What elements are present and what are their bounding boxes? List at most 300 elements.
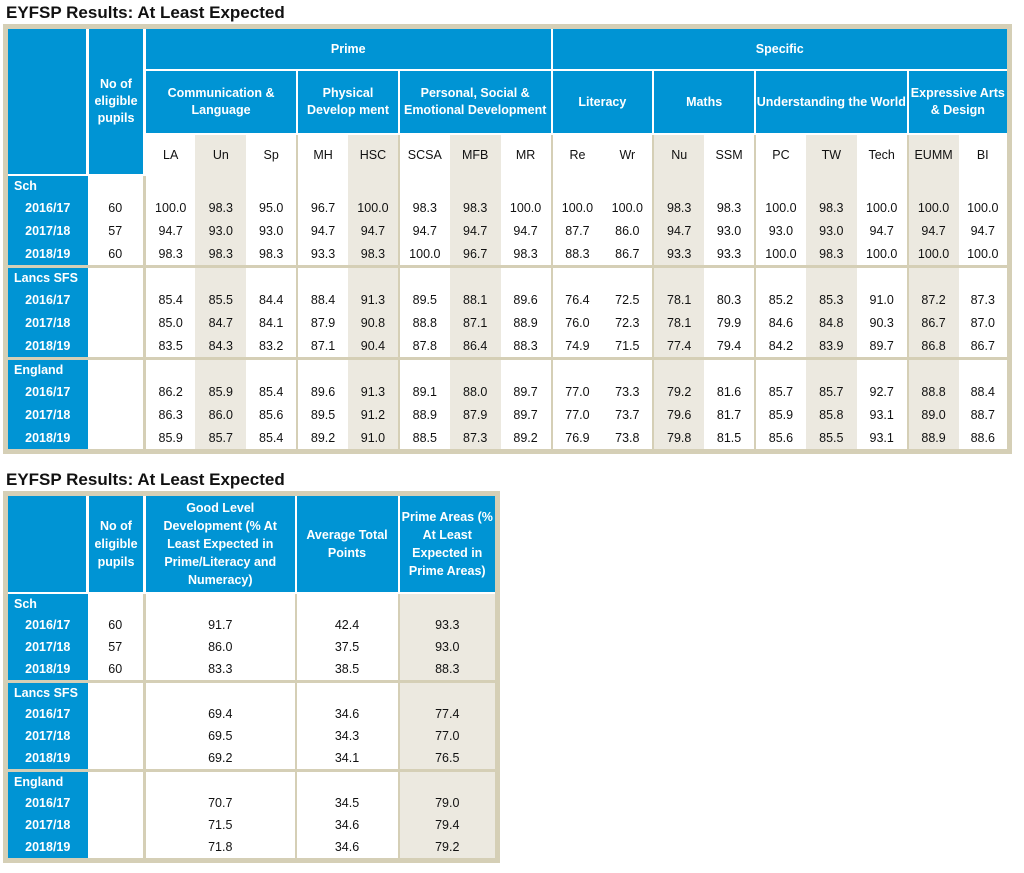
empty-cell [857, 267, 908, 289]
value-cell: 98.3 [501, 242, 552, 267]
empty-cell [296, 771, 399, 793]
empty-cell [501, 359, 552, 381]
value-cell: 90.4 [348, 334, 399, 359]
empty-cell [704, 267, 755, 289]
value-cell: 88.9 [399, 403, 450, 426]
value-cell: 85.8 [806, 403, 857, 426]
value-cell: 100.0 [348, 196, 399, 219]
empty-cell [806, 267, 857, 289]
sub-header: Un [195, 134, 246, 175]
value-cell: 85.3 [806, 288, 857, 311]
value-cell: 34.3 [296, 725, 399, 747]
sub-header: Re [552, 134, 603, 175]
value-cell: 100.0 [399, 242, 450, 267]
table1-title: EYFSP Results: At Least Expected [6, 3, 285, 22]
value-cell: 89.7 [501, 403, 552, 426]
pupils-cell [88, 792, 145, 814]
value-cell: 88.7 [959, 403, 1010, 426]
value-cell: 90.8 [348, 311, 399, 334]
empty-cell [602, 267, 653, 289]
value-cell: 89.7 [857, 334, 908, 359]
table-row [6, 703, 498, 725]
value-cell: 34.5 [296, 792, 399, 814]
pupils-cell [88, 334, 145, 359]
value-cell: 72.3 [602, 311, 653, 334]
value-cell: 98.3 [450, 196, 501, 219]
value-cell: 88.3 [399, 658, 498, 682]
value-cell: 88.3 [552, 242, 603, 267]
table-row [6, 836, 498, 861]
sub-header: SCSA [399, 134, 450, 175]
table-row [6, 636, 498, 658]
table-row [6, 380, 1010, 403]
empty-cell [602, 359, 653, 381]
value-cell: 87.7 [552, 219, 603, 242]
value-cell: 84.1 [246, 311, 297, 334]
value-cell: 76.0 [552, 311, 603, 334]
value-cell: 85.4 [246, 380, 297, 403]
value-cell: 71.5 [145, 814, 296, 836]
empty-cell [88, 682, 145, 704]
value-cell: 83.3 [145, 658, 296, 682]
value-cell: 69.5 [145, 725, 296, 747]
value-cell: 34.6 [296, 703, 399, 725]
sub-header: Wr [602, 134, 653, 175]
empty-cell [348, 359, 399, 381]
value-cell: 100.0 [755, 242, 806, 267]
table-row [6, 311, 1010, 334]
pupils-cell [88, 311, 145, 334]
value-cell: 91.2 [348, 403, 399, 426]
year-label: 2016/17 [6, 380, 88, 403]
value-cell: 85.0 [145, 311, 196, 334]
table-row [6, 288, 1010, 311]
value-cell: 85.6 [755, 426, 806, 452]
sub-header: EUMM [908, 134, 959, 175]
empty-cell [806, 175, 857, 196]
value-cell: 93.3 [297, 242, 348, 267]
value-cell: 100.0 [552, 196, 603, 219]
value-cell: 79.0 [399, 792, 498, 814]
table-row [6, 814, 498, 836]
table-row [6, 242, 1010, 267]
value-cell: 88.8 [908, 380, 959, 403]
value-cell: 34.6 [296, 814, 399, 836]
value-cell: 89.6 [501, 288, 552, 311]
value-cell: 98.3 [195, 242, 246, 267]
table-row [6, 614, 498, 636]
value-cell: 87.9 [450, 403, 501, 426]
value-cell: 79.9 [704, 311, 755, 334]
empty-cell [857, 175, 908, 196]
value-cell: 86.7 [959, 334, 1010, 359]
empty-cell [908, 359, 959, 381]
pupils-header: No of eligible pupils [88, 27, 145, 176]
empty-cell [88, 267, 145, 289]
empty-cell [88, 359, 145, 381]
value-cell: 84.7 [195, 311, 246, 334]
value-cell: 94.7 [908, 219, 959, 242]
value-cell: 93.1 [857, 426, 908, 452]
pupils-cell: 60 [88, 614, 145, 636]
group-label: Lancs SFS [6, 682, 88, 704]
area-header: Understanding the World [755, 70, 908, 134]
empty-cell [755, 359, 806, 381]
empty-cell [450, 359, 501, 381]
empty-cell [552, 267, 603, 289]
sub-header: TW [806, 134, 857, 175]
value-cell: 85.9 [755, 403, 806, 426]
group-label: Sch [6, 593, 88, 614]
value-cell: 86.0 [145, 636, 296, 658]
value-cell: 86.7 [908, 311, 959, 334]
prime-areas-header: Prime Areas (% At Least Expected in Prime Areas) [399, 494, 498, 594]
value-cell: 89.7 [501, 380, 552, 403]
value-cell: 94.7 [297, 219, 348, 242]
year-label: 2016/17 [6, 703, 88, 725]
value-cell: 76.5 [399, 747, 498, 771]
value-cell: 88.8 [399, 311, 450, 334]
empty-cell [908, 175, 959, 196]
value-cell: 93.0 [806, 219, 857, 242]
prime-header: Prime [145, 27, 552, 71]
value-cell: 84.8 [806, 311, 857, 334]
value-cell: 89.5 [297, 403, 348, 426]
area-header: Literacy [552, 70, 654, 134]
table-row [6, 725, 498, 747]
pupils-cell [88, 747, 145, 771]
empty-cell [297, 175, 348, 196]
empty-cell [704, 175, 755, 196]
value-cell: 77.0 [552, 380, 603, 403]
value-cell: 94.7 [959, 219, 1010, 242]
value-cell: 88.4 [959, 380, 1010, 403]
empty-cell [501, 267, 552, 289]
pupils-cell [88, 426, 145, 452]
empty-cell [959, 267, 1010, 289]
value-cell: 79.4 [399, 814, 498, 836]
value-cell: 85.4 [246, 426, 297, 452]
value-cell: 69.2 [145, 747, 296, 771]
value-cell: 94.7 [399, 219, 450, 242]
pupils-cell [88, 403, 145, 426]
value-cell: 88.9 [908, 426, 959, 452]
corner-header-cell [6, 27, 88, 176]
value-cell: 89.6 [297, 380, 348, 403]
empty-cell [348, 267, 399, 289]
value-cell: 94.7 [501, 219, 552, 242]
value-cell: 96.7 [450, 242, 501, 267]
empty-cell [145, 771, 296, 793]
value-cell: 84.2 [755, 334, 806, 359]
empty-cell [195, 267, 246, 289]
value-cell: 98.3 [806, 242, 857, 267]
value-cell: 79.2 [653, 380, 704, 403]
empty-cell [755, 175, 806, 196]
value-cell: 98.3 [348, 242, 399, 267]
value-cell: 93.3 [653, 242, 704, 267]
value-cell: 85.7 [195, 426, 246, 452]
empty-cell [399, 771, 498, 793]
value-cell: 88.4 [297, 288, 348, 311]
value-cell: 98.3 [246, 242, 297, 267]
year-label: 2018/19 [6, 747, 88, 771]
empty-cell [246, 267, 297, 289]
value-cell: 91.3 [348, 380, 399, 403]
pupils-cell: 60 [88, 242, 145, 267]
year-label: 2018/19 [6, 658, 88, 682]
pupils-cell [88, 814, 145, 836]
value-cell: 85.5 [195, 288, 246, 311]
year-label: 2017/18 [6, 219, 88, 242]
value-cell: 100.0 [857, 242, 908, 267]
year-label: 2016/17 [6, 288, 88, 311]
year-label: 2017/18 [6, 725, 88, 747]
value-cell: 88.1 [450, 288, 501, 311]
empty-cell [195, 359, 246, 381]
value-cell: 87.3 [450, 426, 501, 452]
value-cell: 81.5 [704, 426, 755, 452]
group-label: Lancs SFS [6, 267, 88, 289]
empty-cell [399, 175, 450, 196]
table-row [6, 747, 498, 771]
value-cell: 74.9 [552, 334, 603, 359]
value-cell: 88.5 [399, 426, 450, 452]
empty-cell [246, 175, 297, 196]
value-cell: 93.0 [246, 219, 297, 242]
value-cell: 94.7 [653, 219, 704, 242]
value-cell: 87.1 [297, 334, 348, 359]
value-cell: 76.9 [552, 426, 603, 452]
table2-title: EYFSP Results: At Least Expected [6, 470, 285, 489]
value-cell: 94.7 [857, 219, 908, 242]
value-cell: 88.3 [501, 334, 552, 359]
group-label: England [6, 359, 88, 381]
value-cell: 38.5 [296, 658, 399, 682]
value-cell: 86.0 [195, 403, 246, 426]
empty-cell [399, 267, 450, 289]
value-cell: 93.0 [755, 219, 806, 242]
year-label: 2016/17 [6, 614, 88, 636]
year-label: 2016/17 [6, 792, 88, 814]
empty-cell [552, 359, 603, 381]
sub-header: Nu [653, 134, 704, 175]
value-cell: 73.7 [602, 403, 653, 426]
value-cell: 100.0 [755, 196, 806, 219]
value-cell: 94.7 [450, 219, 501, 242]
specific-header: Specific [552, 27, 1010, 71]
value-cell: 86.2 [145, 380, 196, 403]
value-cell: 91.0 [348, 426, 399, 452]
empty-cell [399, 682, 498, 704]
value-cell: 98.3 [653, 196, 704, 219]
group-label: England [6, 771, 88, 793]
empty-cell [88, 175, 145, 196]
empty-cell [399, 593, 498, 614]
pupils-cell: 57 [88, 636, 145, 658]
value-cell: 93.3 [399, 614, 498, 636]
value-cell: 77.0 [552, 403, 603, 426]
value-cell: 98.3 [399, 196, 450, 219]
value-cell: 94.7 [145, 219, 196, 242]
corner-header-cell [6, 494, 88, 594]
value-cell: 85.7 [755, 380, 806, 403]
value-cell: 79.2 [399, 836, 498, 861]
value-cell: 78.1 [653, 311, 704, 334]
value-cell: 93.3 [704, 242, 755, 267]
empty-cell [145, 359, 196, 381]
value-cell: 77.4 [399, 703, 498, 725]
sub-header: Sp [246, 134, 297, 175]
group-row [6, 593, 498, 614]
empty-cell [296, 682, 399, 704]
value-cell: 83.2 [246, 334, 297, 359]
pupils-cell: 57 [88, 219, 145, 242]
value-cell: 100.0 [602, 196, 653, 219]
value-cell: 84.4 [246, 288, 297, 311]
pupils-cell: 60 [88, 196, 145, 219]
empty-cell [806, 359, 857, 381]
sub-header: BI [959, 134, 1010, 175]
year-label: 2017/18 [6, 814, 88, 836]
value-cell: 87.9 [297, 311, 348, 334]
empty-cell [195, 175, 246, 196]
value-cell: 81.7 [704, 403, 755, 426]
empty-cell [399, 359, 450, 381]
empty-cell [908, 267, 959, 289]
value-cell: 86.7 [602, 242, 653, 267]
pupils-cell [88, 288, 145, 311]
pupils-cell: 60 [88, 658, 145, 682]
table-row [6, 334, 1010, 359]
value-cell: 96.7 [297, 196, 348, 219]
group-row [6, 267, 1010, 289]
empty-cell [297, 359, 348, 381]
empty-cell [246, 359, 297, 381]
year-label: 2017/18 [6, 311, 88, 334]
year-label: 2018/19 [6, 334, 88, 359]
value-cell: 85.7 [806, 380, 857, 403]
value-cell: 88.0 [450, 380, 501, 403]
good-level-development-header: Good Level Development (% At Least Expected in Prime/Literacy and Numeracy) [145, 494, 296, 594]
empty-cell [450, 267, 501, 289]
value-cell: 89.2 [501, 426, 552, 452]
value-cell: 100.0 [145, 196, 196, 219]
empty-cell [653, 267, 704, 289]
value-cell: 84.3 [195, 334, 246, 359]
value-cell: 85.9 [145, 426, 196, 452]
year-label: 2017/18 [6, 403, 88, 426]
empty-cell [755, 267, 806, 289]
empty-cell [297, 267, 348, 289]
value-cell: 88.9 [501, 311, 552, 334]
empty-cell [296, 593, 399, 614]
value-cell: 70.7 [145, 792, 296, 814]
empty-cell [88, 593, 145, 614]
value-cell: 81.6 [704, 380, 755, 403]
pupils-cell [88, 380, 145, 403]
value-cell: 98.3 [806, 196, 857, 219]
sub-header: MH [297, 134, 348, 175]
value-cell: 100.0 [908, 242, 959, 267]
group-row [6, 771, 498, 793]
table-row [6, 403, 1010, 426]
value-cell: 71.5 [602, 334, 653, 359]
value-cell: 90.3 [857, 311, 908, 334]
eyfsp-summary-table [3, 491, 500, 863]
value-cell: 98.3 [145, 242, 196, 267]
value-cell: 89.1 [399, 380, 450, 403]
group-row [6, 175, 1010, 196]
value-cell: 100.0 [908, 196, 959, 219]
value-cell: 89.0 [908, 403, 959, 426]
empty-cell [653, 359, 704, 381]
value-cell: 89.2 [297, 426, 348, 452]
empty-cell [857, 359, 908, 381]
value-cell: 86.0 [602, 219, 653, 242]
average-total-points-header: Average Total Points [296, 494, 399, 594]
eyfsp-results-table [3, 24, 1012, 454]
value-cell: 89.5 [399, 288, 450, 311]
value-cell: 42.4 [296, 614, 399, 636]
group-row [6, 682, 498, 704]
year-label: 2016/17 [6, 196, 88, 219]
value-cell: 84.6 [755, 311, 806, 334]
value-cell: 71.8 [145, 836, 296, 861]
value-cell: 34.6 [296, 836, 399, 861]
value-cell: 85.2 [755, 288, 806, 311]
empty-cell [501, 175, 552, 196]
group-row [6, 359, 1010, 381]
sub-header: SSM [704, 134, 755, 175]
value-cell: 85.9 [195, 380, 246, 403]
value-cell: 78.1 [653, 288, 704, 311]
value-cell: 87.2 [908, 288, 959, 311]
value-cell: 98.3 [704, 196, 755, 219]
pupils-cell [88, 703, 145, 725]
empty-cell [959, 359, 1010, 381]
value-cell: 83.5 [145, 334, 196, 359]
value-cell: 91.0 [857, 288, 908, 311]
value-cell: 100.0 [857, 196, 908, 219]
area-header: Communication & Language [145, 70, 298, 134]
area-header: Expressive Arts & Design [908, 70, 1010, 134]
area-header: Physical Develop ment [297, 70, 399, 134]
empty-cell [552, 175, 603, 196]
value-cell: 95.0 [246, 196, 297, 219]
sub-header: Tech [857, 134, 908, 175]
value-cell: 100.0 [501, 196, 552, 219]
empty-cell [88, 771, 145, 793]
value-cell: 34.1 [296, 747, 399, 771]
sub-header: PC [755, 134, 806, 175]
empty-cell [348, 175, 399, 196]
value-cell: 87.1 [450, 311, 501, 334]
value-cell: 87.8 [399, 334, 450, 359]
value-cell: 93.0 [399, 636, 498, 658]
value-cell: 87.3 [959, 288, 1010, 311]
empty-cell [450, 175, 501, 196]
value-cell: 76.4 [552, 288, 603, 311]
value-cell: 91.3 [348, 288, 399, 311]
table-row [6, 426, 1010, 452]
value-cell: 100.0 [959, 196, 1010, 219]
table-row [6, 219, 1010, 242]
value-cell: 72.5 [602, 288, 653, 311]
value-cell: 87.0 [959, 311, 1010, 334]
group-label: Sch [6, 175, 88, 196]
pupils-cell [88, 836, 145, 861]
